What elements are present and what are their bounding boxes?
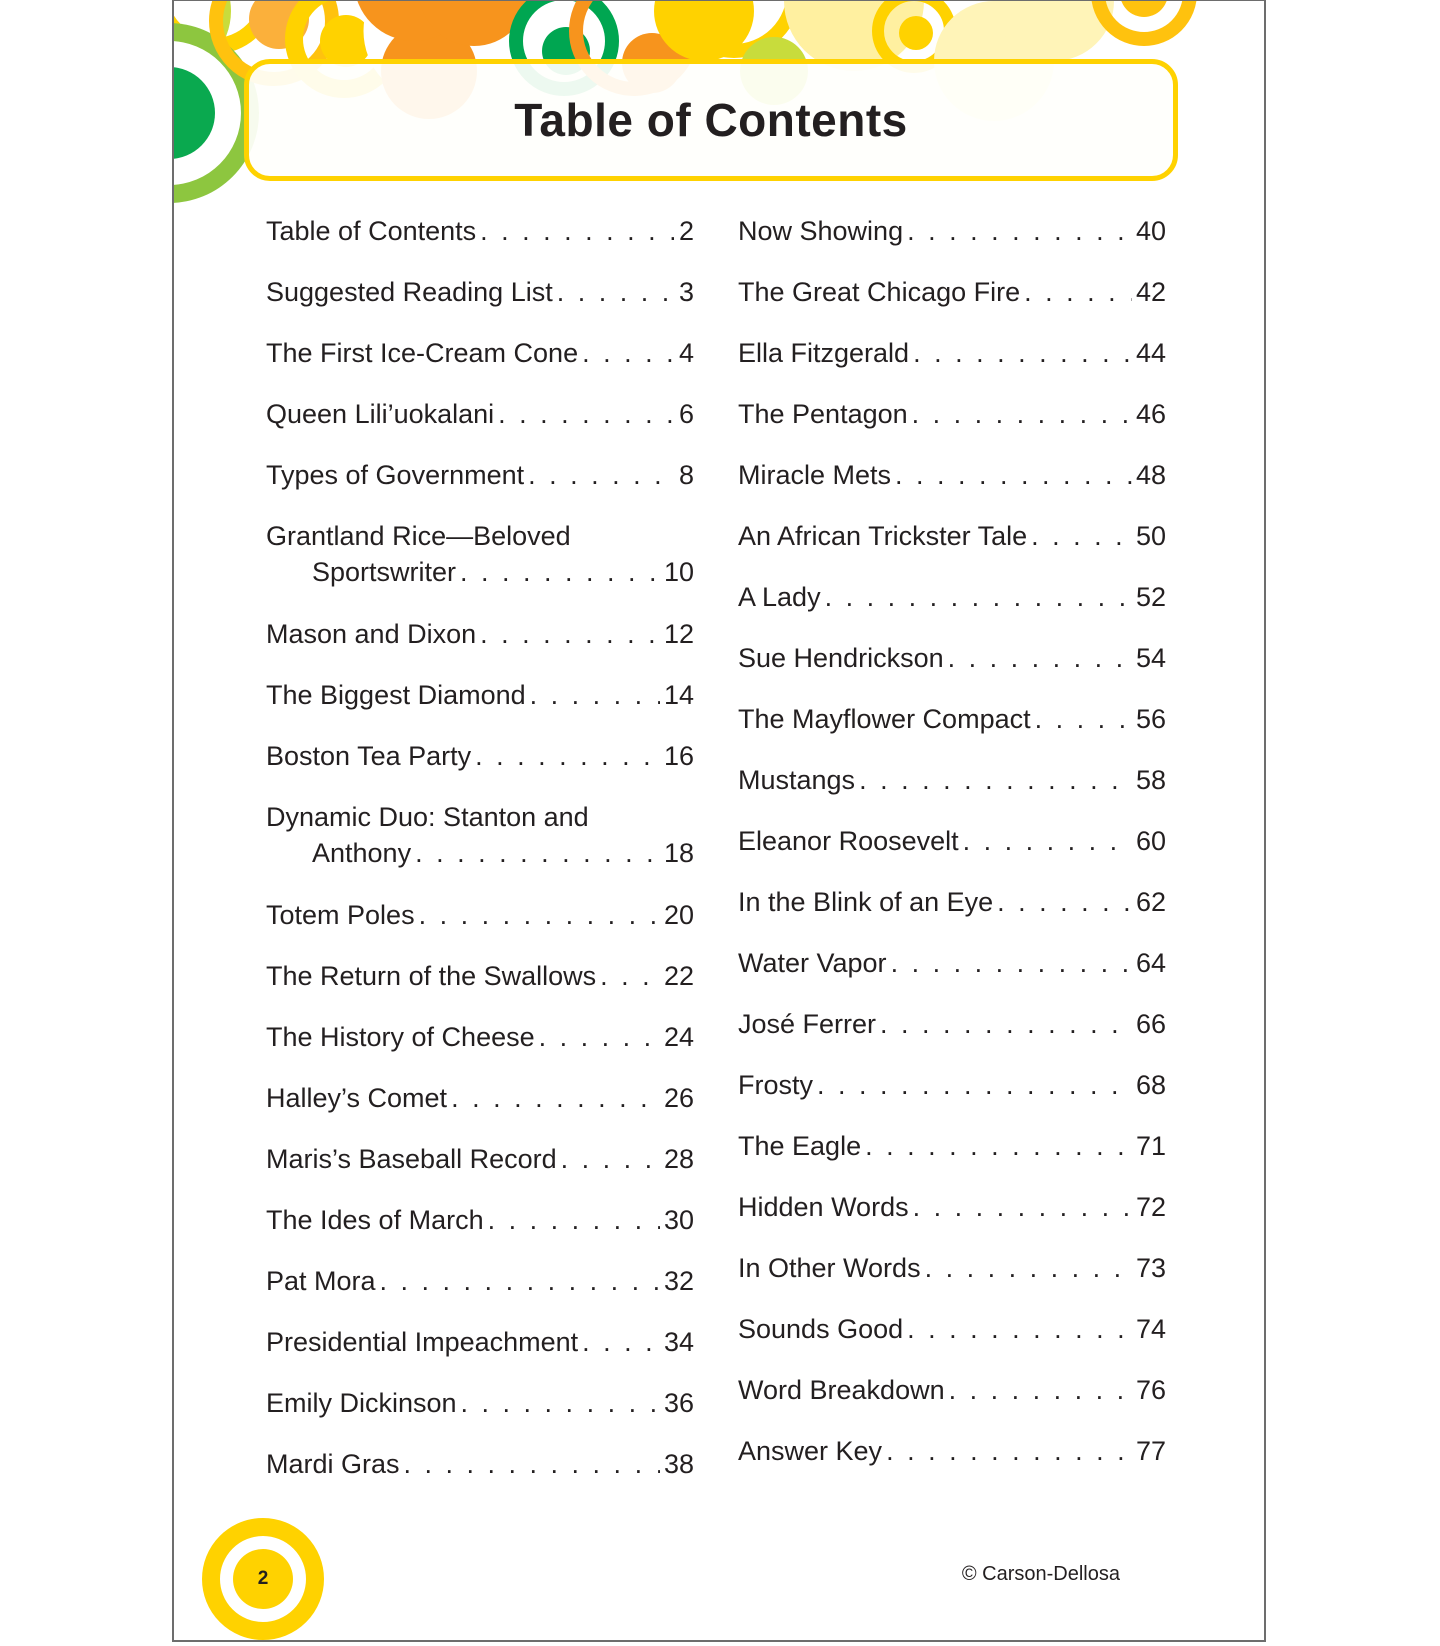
toc-entry-page: 46 [1135, 399, 1166, 429]
toc-entry-page: 30 [663, 1205, 694, 1235]
toc-entry [266, 213, 694, 274]
toc-entry-page: 8 [678, 460, 694, 490]
copyright-notice: © Carson-Dellosa [961, 1563, 1120, 1585]
toc-entry-page: 66 [1135, 1009, 1166, 1039]
dot-leader [530, 677, 660, 713]
page-number-badge [202, 1518, 324, 1640]
toc-entry-title: The Pentagon [738, 399, 908, 429]
toc-entry [738, 213, 1166, 274]
toc-entry-title: Queen Lili’uokalani [266, 399, 495, 429]
toc-entry-title: Boston Tea Party [266, 741, 472, 771]
toc-entry-title: Dynamic Duo: Stanton and [266, 802, 589, 832]
toc-entry-title: An African Trickster Tale [738, 521, 1028, 551]
toc-entry [738, 1250, 1166, 1311]
dot-leader [948, 640, 1132, 676]
toc-entry-page: 52 [1135, 582, 1166, 612]
dot-leader [528, 457, 674, 493]
toc-entry-page: 42 [1135, 277, 1166, 307]
toc-entry [266, 1202, 694, 1263]
toc-entry-page: 2 [678, 216, 694, 246]
toc-entry-title: The History of Cheese [266, 1022, 535, 1052]
toc-entry [738, 518, 1166, 579]
dot-leader [539, 1019, 660, 1055]
toc-entry-title: Word Breakdown [738, 1375, 945, 1405]
toc-entry-page: 32 [663, 1266, 694, 1296]
dot-leader [460, 554, 660, 590]
toc-entry [738, 396, 1166, 457]
toc-entry-page: 62 [1135, 887, 1166, 917]
dot-leader [907, 213, 1132, 249]
toc-entry-page: 64 [1135, 948, 1166, 978]
toc-entry [738, 1006, 1166, 1067]
toc-entry [738, 945, 1166, 1006]
toc-entry [738, 1067, 1166, 1128]
toc-entry [266, 396, 694, 457]
toc-entry [266, 518, 694, 616]
dot-leader [557, 274, 674, 310]
toc-entry-title: Sounds Good [738, 1314, 904, 1344]
toc-entry [738, 762, 1166, 823]
workbook-page [172, 0, 1266, 1642]
toc-entry-title: Suggested Reading List [266, 277, 553, 307]
toc-entry-title: The Mayflower Compact [738, 704, 1031, 734]
toc-entry-title: Maris’s Baseball Record [266, 1144, 557, 1174]
toc-entry-page: 73 [1135, 1253, 1166, 1283]
dot-leader [498, 396, 674, 432]
dot-leader [913, 335, 1132, 371]
toc-entry-title: The Eagle [738, 1131, 862, 1161]
toc-entry [738, 1311, 1166, 1372]
toc-left-column [266, 213, 694, 1507]
toc-entry-page: 72 [1135, 1192, 1166, 1222]
dot-leader [891, 945, 1132, 981]
dot-leader [963, 823, 1132, 859]
toc-entry-page: 56 [1135, 704, 1166, 734]
page-title: Table of Contents [514, 94, 908, 146]
toc-entry-page: 77 [1135, 1436, 1166, 1466]
toc-entry [266, 1324, 694, 1385]
toc-entry-title: Now Showing [738, 216, 904, 246]
dot-leader [925, 1250, 1132, 1286]
toc-entry-page: 54 [1135, 643, 1166, 673]
toc-entry [738, 335, 1166, 396]
toc-entry [738, 1433, 1166, 1494]
toc-entry-title: Eleanor Roosevelt [738, 826, 959, 856]
toc-entry [738, 1128, 1166, 1189]
toc-entry [738, 457, 1166, 518]
dot-leader [880, 1006, 1132, 1042]
toc-entry [266, 799, 694, 897]
toc-entry-page: 71 [1135, 1131, 1166, 1161]
dot-leader [582, 335, 674, 371]
toc-entry-title: Mason and Dixon [266, 619, 477, 649]
dot-leader [488, 1202, 660, 1238]
toc-entry-title: In the Blink of an Eye [738, 887, 994, 917]
toc-entry-page: 22 [663, 961, 694, 991]
toc-entry-title: Types of Government [266, 460, 525, 490]
dot-leader [415, 835, 660, 871]
toc-entry-title: Pat Mora [266, 1266, 376, 1296]
toc-entry-page: 14 [663, 680, 694, 710]
dot-leader [825, 579, 1132, 615]
toc-entry-page: 4 [678, 338, 694, 368]
dot-leader [480, 213, 674, 249]
toc-entry [266, 1385, 694, 1446]
dot-leader [912, 396, 1132, 432]
dot-leader [1031, 518, 1132, 554]
toc-entry-title: In Other Words [738, 1253, 921, 1283]
dot-leader [949, 1372, 1132, 1408]
dot-leader [907, 1311, 1132, 1347]
toc-entry-page: 74 [1135, 1314, 1166, 1344]
toc-entry-title: Answer Key [738, 1436, 883, 1466]
toc-entry-page: 3 [678, 277, 694, 307]
toc-entry-title: The Ides of March [266, 1205, 484, 1235]
dot-leader [380, 1263, 660, 1299]
toc-entry-page: 24 [663, 1022, 694, 1052]
dot-leader [451, 1080, 660, 1116]
toc-entry-title: Water Vapor [738, 948, 887, 978]
toc-entry-title: The Return of the Swallows [266, 961, 597, 991]
toc-entry-title: Ella Fitzgerald [738, 338, 910, 368]
toc-entry-title: Grantland Rice—Beloved [266, 521, 571, 551]
toc-entry [266, 616, 694, 677]
toc-entry [266, 335, 694, 396]
toc-entry [738, 640, 1166, 701]
toc-entry-title: Mustangs [738, 765, 856, 795]
dot-leader [895, 457, 1132, 493]
toc-entry-title: Hidden Words [738, 1192, 909, 1222]
toc-entry-title-continued: Anthony [312, 838, 412, 868]
toc-entry-page: 48 [1135, 460, 1166, 490]
toc-entry-page: 76 [1135, 1375, 1166, 1405]
toc-entry-page: 16 [663, 741, 694, 771]
toc-entry [738, 579, 1166, 640]
dot-leader [997, 884, 1132, 920]
toc-entry-title: Emily Dickinson [266, 1388, 457, 1418]
toc-entry [266, 1019, 694, 1080]
dot-leader [561, 1141, 660, 1177]
toc-entry-page: 20 [663, 900, 694, 930]
toc-entry-page: 26 [663, 1083, 694, 1113]
toc-entry [266, 677, 694, 738]
toc-entry-page: 6 [678, 399, 694, 429]
dot-leader [480, 616, 660, 652]
toc-entry-page: 60 [1135, 826, 1166, 856]
dot-leader [859, 762, 1132, 798]
toc-entry-title: Presidential Impeachment [266, 1327, 579, 1357]
toc-entry-page: 28 [663, 1144, 694, 1174]
dot-leader [1024, 274, 1132, 310]
toc-entry-title: Miracle Mets [738, 460, 892, 490]
toc-entry-title: Mardi Gras [266, 1449, 400, 1479]
page-number: 2 [257, 1568, 269, 1589]
dot-leader [419, 897, 660, 933]
toc-entry-page: 68 [1135, 1070, 1166, 1100]
dot-leader [475, 738, 660, 774]
dot-leader [600, 958, 660, 994]
toc-entry-title: José Ferrer [738, 1009, 877, 1039]
toc-entry-title: The Great Chicago Fire [738, 277, 1021, 307]
dot-leader [461, 1385, 660, 1421]
toc-entry-title: Sue Hendrickson [738, 643, 944, 673]
dot-leader [1035, 701, 1132, 737]
toc-entry-page: 44 [1135, 338, 1166, 368]
toc-entry [738, 823, 1166, 884]
toc-entry [266, 457, 694, 518]
toc-entry-page: 36 [663, 1388, 694, 1418]
toc-entry-page: 10 [663, 557, 694, 587]
toc-entry-page: 58 [1135, 765, 1166, 795]
toc-entry [738, 884, 1166, 945]
toc-entry [266, 1141, 694, 1202]
dot-leader [404, 1446, 660, 1482]
dot-leader [886, 1433, 1132, 1469]
toc-entry-page: 34 [663, 1327, 694, 1357]
toc-entry [738, 274, 1166, 335]
dot-leader [817, 1067, 1132, 1103]
toc-entry [266, 274, 694, 335]
dot-leader [582, 1324, 660, 1360]
title-banner [244, 59, 1178, 181]
toc-right-column [738, 213, 1166, 1494]
toc-entry-page: 12 [663, 619, 694, 649]
toc-entry-page: 18 [663, 838, 694, 868]
toc-entry [266, 1080, 694, 1141]
toc-entry [266, 738, 694, 799]
toc-entry-title: A Lady [738, 582, 821, 612]
toc-entry-title: Frosty [738, 1070, 814, 1100]
toc-entry [266, 897, 694, 958]
toc-entry [266, 958, 694, 1019]
toc-entry [738, 1372, 1166, 1433]
toc-entry [738, 701, 1166, 762]
dot-leader [913, 1189, 1132, 1225]
toc-entry-title: Totem Poles [266, 900, 415, 930]
toc-entry-title-continued: Sportswriter [312, 557, 457, 587]
toc-entry [266, 1446, 694, 1507]
toc-entry-title: The First Ice-Cream Cone [266, 338, 579, 368]
toc-entry-title: Halley’s Comet [266, 1083, 448, 1113]
toc-entry-title: The Biggest Diamond [266, 680, 526, 710]
toc-entry-page: 40 [1135, 216, 1166, 246]
toc-entry [266, 1263, 694, 1324]
toc-entry-page: 50 [1135, 521, 1166, 551]
toc-entry-page: 38 [663, 1449, 694, 1479]
toc-entry [738, 1189, 1166, 1250]
dot-leader [865, 1128, 1132, 1164]
toc-entry-title: Table of Contents [266, 216, 477, 246]
